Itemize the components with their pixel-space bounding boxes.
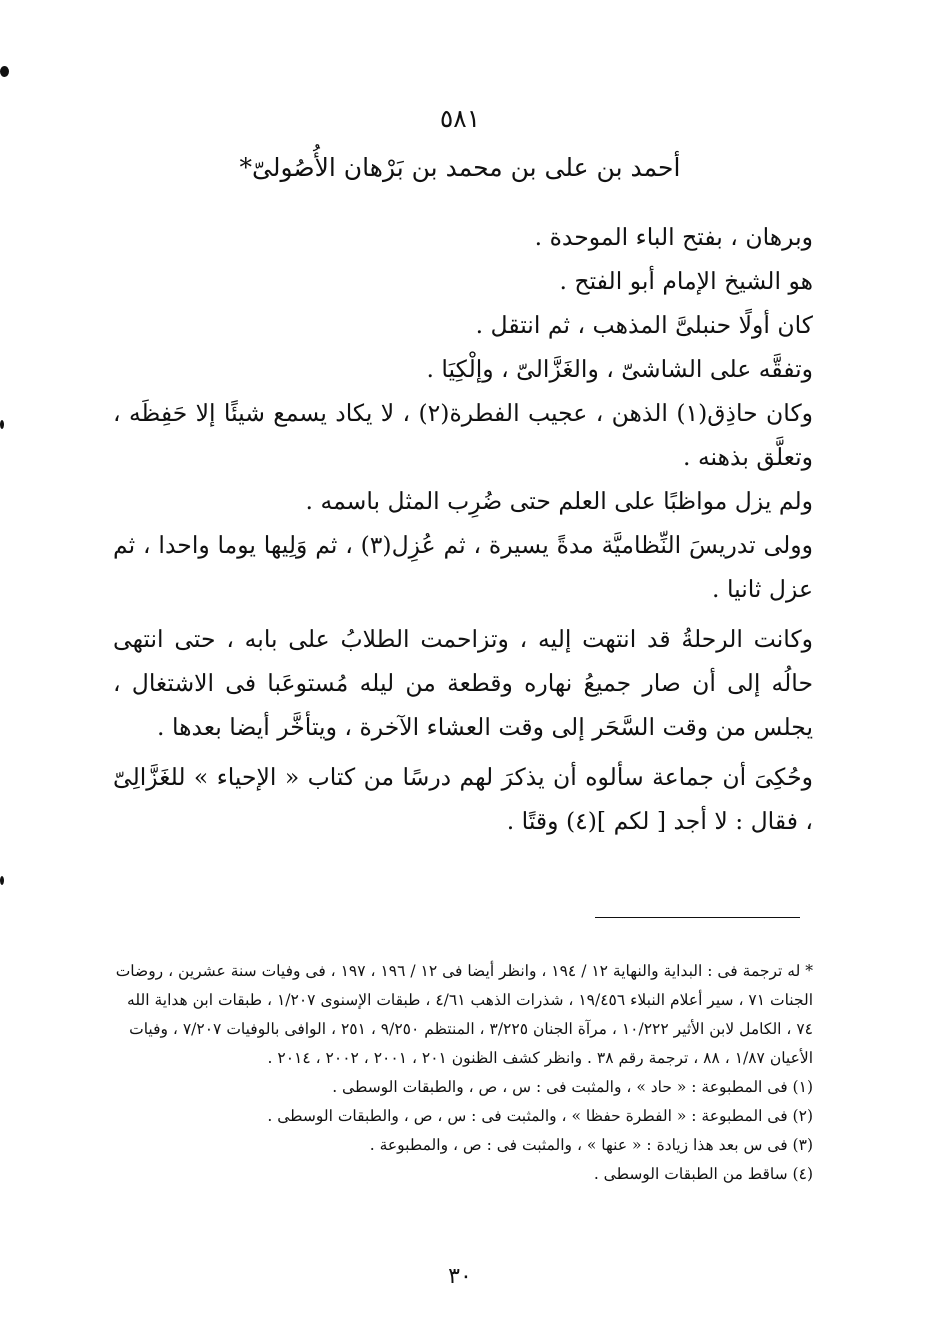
paragraph: كان أولًا حنبلىَّ المذهب ، ثم انتقل . bbox=[475, 311, 813, 339]
paragraph: ولم يزل مواظبًا على العلم حتى ضُرِب المثل باسمه . bbox=[305, 487, 813, 515]
paragraph: وكانت الرحلةُ قد انتهت إليه ، وتزاحمت الطلابُ على بابه ، حتى انتهى حالُه إلى أن صار جميعُ نهاره وقطعة من ليله مُستوعَبا فى الاشتغال ، يجلس من وقت السَّحَر إلى وقت العشاء الآخرة ، ويتأخَّر أيضا بعدها . bbox=[113, 625, 813, 741]
footnote-biography: * له ترجمة فى : البداية والنهاية ١٢ / ١٩٤ ، وانظر أيضا فى ١٢ / ١٩٦ ، ١٩٧ ، فى وفيات سنة عشرين ، روضات الجنات ٧١ ، سير أعلام النبلاء ١٩/٤٥٦ ، شذرات الذهب ٤/٦١ ، طبقات الإسنوى ١/٢٠٧ ، طبقات ابن هداية الله ٧٤ ، الكامل لابن الأثير ١٠/٢٢٢ ، مرآة الجنان ٣/٢٢٥ ، المنتظم ٩/٢٥٠ ، ٢٥١ ، الوافى بالوفيات ٧/٢٠٧ ، وفيات الأعيان ١/٨٧ ، ٨٨ ، ترجمة رقم ٣٨ . وانظر كشف الظنون ٢٠١ ، ٢٠٠١ ، ٢٠٠٢ ، ٢٠١٤ . bbox=[115, 962, 813, 1067]
main-text bbox=[113, 215, 813, 843]
footnote-item: (١) فى المطبوعة : « حاد » ، والمثبت فى : س ، ص ، والطبقات الوسطى . bbox=[332, 1078, 813, 1096]
footnote-item: (٣) فى س بعد هذا زيادة : « عنها » ، والمثبت فى : ص ، والمطبوعة . bbox=[369, 1136, 813, 1154]
entry-title: أحمد بن على بن محمد بن بَرْهان الأُصُولىّ* bbox=[239, 153, 681, 182]
paragraph: وتفقَّه على الشاشىّ ، والغَزَّالىّ ، وإلْكِيَا . bbox=[426, 355, 813, 383]
paragraph: وحُكِىَ أن جماعة سألوه أن يذكرَ لهم درسًا من كتاب « الإحياء » للغَزَّالِىّ ، فقال : لا أجد [ لكم ](٤) وقتًا . bbox=[113, 763, 813, 835]
footnote-item: (٢) فى المطبوعة : « الفطرة حفظا » ، والمثبت فى : س ، ص ، والطبقات الوسطى . bbox=[267, 1107, 813, 1125]
scan-mark-top bbox=[0, 66, 9, 77]
footnote-divider bbox=[595, 917, 800, 918]
paragraph: هو الشيخ الإمام أبو الفتح . bbox=[559, 267, 813, 295]
paragraph: وكان حاذِق(١) الذهن ، عجيب الفطرة(٢) ، لا يكاد يسمع شيئًا إلا حَفِظَه ، وتعلَّق بذهنه . bbox=[113, 399, 813, 471]
scan-mark-bottom bbox=[0, 876, 4, 885]
scan-mark-middle bbox=[0, 420, 4, 429]
page-number: ٣٠ bbox=[448, 1264, 472, 1289]
footnotes bbox=[113, 957, 813, 1189]
entry-number: ٥٨١ bbox=[439, 104, 481, 133]
footnote-item: (٤) ساقط من الطبقات الوسطى . bbox=[593, 1165, 813, 1183]
paragraph: وبرهان ، بفتح الباء الموحدة . bbox=[534, 223, 813, 251]
paragraph: وولى تدريسَ النِّظاميَّة مدةً يسيرة ، ثم عُزِل(٣) ، ثم وَلِيها يوما واحدا ، ثم عزل ثانيا . bbox=[113, 531, 813, 603]
